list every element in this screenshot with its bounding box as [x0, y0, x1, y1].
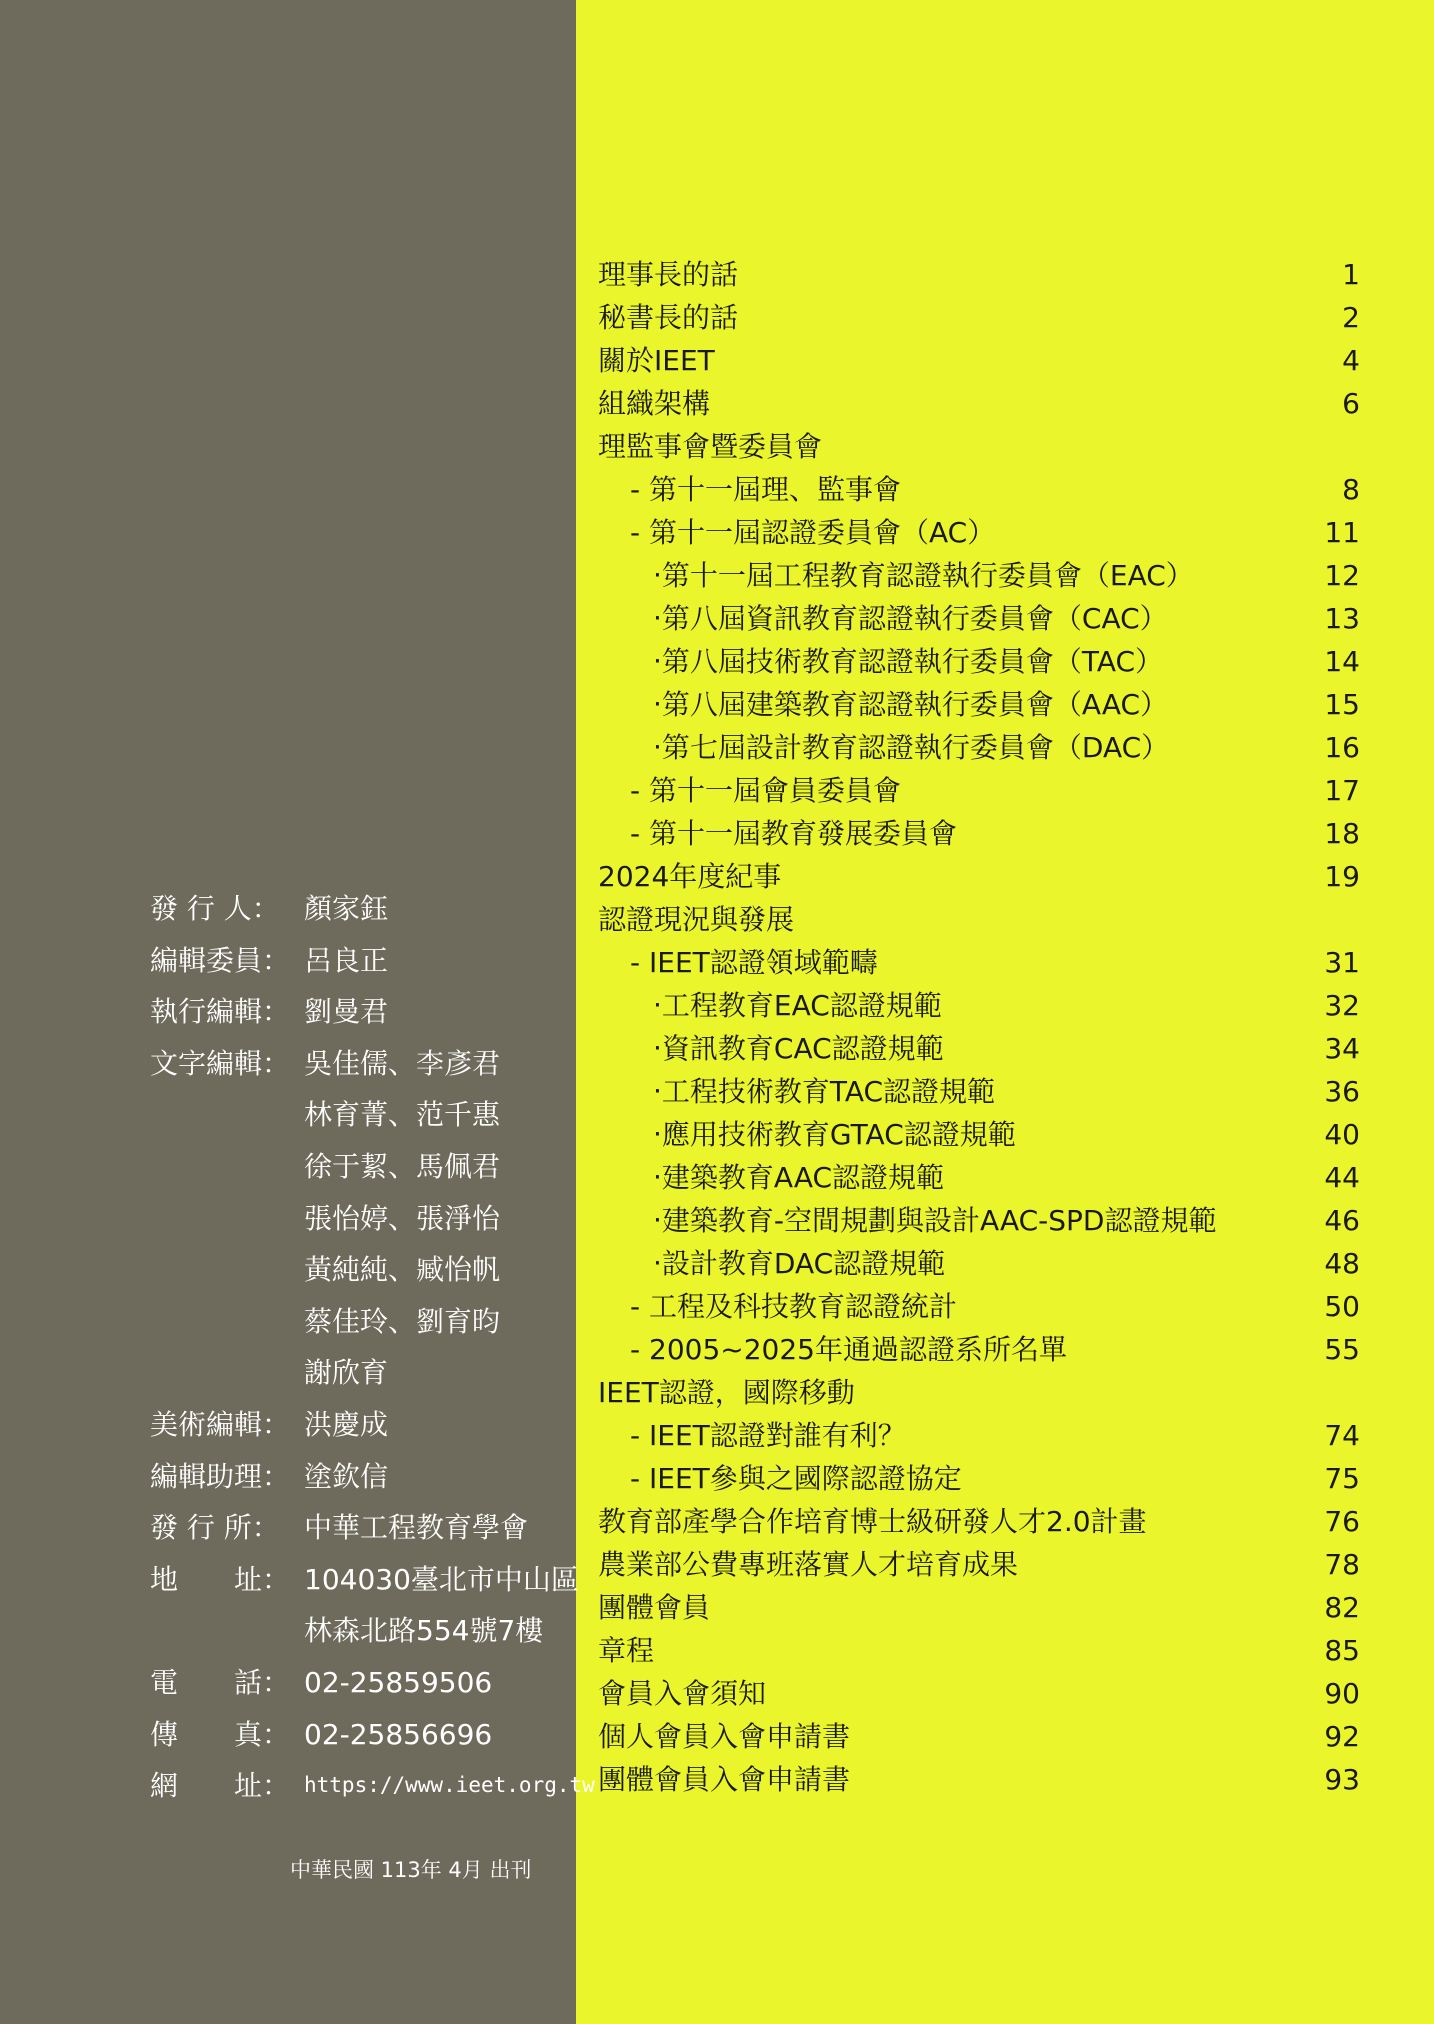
credit-label: 地 址： — [150, 1562, 291, 1596]
toc-entry[interactable] — [598, 382, 1360, 425]
toc-entry-title: - 2005~2025年通過認證系所名單 — [630, 1333, 1067, 1366]
toc-entry[interactable] — [598, 941, 1360, 984]
credit-label: 發 行 人： — [150, 892, 280, 925]
credit-label: 傳 真： — [150, 1717, 291, 1751]
toc-entry[interactable] — [598, 1672, 1360, 1715]
credit-value: 林育菁、范千惠 — [304, 1098, 501, 1132]
toc-entry-page: 8 — [1342, 473, 1360, 506]
toc-entry-title: ‧建築教育-空間規劃與設計AAC-SPD認證規範 — [653, 1204, 1217, 1237]
credit-row — [150, 1296, 570, 1348]
toc-entry-page: 93 — [1324, 1763, 1360, 1796]
toc-entry-title: - 第十一屆教育發展委員會 — [630, 817, 958, 850]
credit-value: 劉曼君 — [304, 995, 389, 1029]
toc-entry-title: 教育部產學合作培育博士級研發人才2.0計畫 — [598, 1505, 1147, 1538]
toc-entry-title: - 第十一屆理、監事會 — [630, 473, 902, 506]
credit-row — [150, 1399, 570, 1451]
toc-entry[interactable] — [598, 339, 1360, 382]
toc-entry-page: 78 — [1324, 1548, 1360, 1581]
toc-entry[interactable] — [598, 1242, 1360, 1285]
credit-label: 編輯委員： — [150, 943, 291, 977]
credit-value: 林森北路554號7樓 — [304, 1614, 544, 1648]
toc-entry-page: 32 — [1324, 989, 1360, 1022]
credit-value: 蔡佳玲、劉育昀 — [304, 1304, 501, 1338]
toc-entry[interactable] — [598, 855, 1360, 898]
credit-row — [150, 1657, 570, 1709]
toc-entry[interactable] — [598, 1414, 1360, 1457]
toc-entry-title: ‧第八屆技術教育認證執行委員會（TAC） — [653, 645, 1164, 678]
toc-entry[interactable] — [598, 726, 1360, 769]
toc-entry[interactable] — [598, 1586, 1360, 1629]
toc-entry-page: 74 — [1324, 1419, 1360, 1452]
toc-entry-title: ‧第八屆建築教育認證執行委員會（AAC） — [653, 688, 1169, 721]
credit-value: 黃純純、臧怡帆 — [304, 1253, 501, 1287]
toc-entry-page: 15 — [1324, 688, 1360, 721]
credit-row — [150, 1605, 570, 1657]
toc-entry[interactable] — [598, 1629, 1360, 1672]
toc-entry-page: 2 — [1342, 301, 1360, 334]
toc-entry-title: 2024年度紀事 — [598, 860, 782, 893]
toc-entry-page: 12 — [1324, 559, 1360, 592]
toc-entry[interactable] — [598, 1199, 1360, 1242]
credit-row — [150, 883, 570, 935]
toc-entry-title: 組織架構 — [598, 387, 711, 420]
credit-row — [150, 1760, 595, 1812]
credit-row — [150, 1709, 570, 1761]
toc-entry[interactable] — [598, 640, 1360, 683]
credit-value: 洪慶成 — [304, 1407, 389, 1441]
credit-row — [150, 1451, 570, 1503]
credit-value: 塗欽信 — [304, 1459, 389, 1493]
credit-value: 吳佳儒、李彥君 — [304, 1046, 501, 1080]
toc-entry[interactable] — [598, 1543, 1360, 1586]
credit-row — [150, 1089, 570, 1141]
toc-entry[interactable] — [598, 1500, 1360, 1543]
toc-entry[interactable] — [598, 1715, 1360, 1758]
credit-label: 電 話： — [150, 1665, 291, 1699]
credit-value: 104030臺北市中山區 — [304, 1562, 579, 1596]
credit-row — [150, 1347, 570, 1399]
toc-entry-title: - 工程及科技教育認證統計 — [630, 1290, 958, 1323]
toc-entry-title: 章程 — [598, 1634, 655, 1667]
toc-entry-page: 44 — [1324, 1161, 1360, 1194]
credit-row — [150, 1502, 570, 1554]
toc-entry-page: 36 — [1324, 1075, 1360, 1108]
toc-entry-title: IEET認證，國際移動 — [598, 1376, 855, 1409]
toc-entry-page: 19 — [1324, 860, 1360, 893]
toc-entry[interactable] — [598, 511, 1360, 554]
credit-row — [150, 935, 570, 987]
toc-entry-title: ‧第八屆資訊教育認證執行委員會（CAC） — [653, 602, 1168, 635]
table-of-contents — [598, 253, 1360, 1801]
credit-row — [150, 1141, 570, 1193]
toc-entry[interactable] — [598, 1371, 1360, 1414]
toc-entry[interactable] — [598, 1758, 1360, 1801]
credit-row — [150, 986, 570, 1038]
toc-entry-page: 50 — [1324, 1290, 1360, 1323]
toc-entry-page: 48 — [1324, 1247, 1360, 1280]
toc-entry-title: 個人會員入會申請書 — [598, 1720, 851, 1753]
toc-entry-title: - IEET認證領域範疇 — [630, 946, 878, 979]
credit-value: 02-25859506 — [304, 1665, 493, 1699]
toc-entry-page: 13 — [1324, 602, 1360, 635]
toc-entry-title: ‧建築教育AAC認證規範 — [653, 1161, 945, 1194]
credit-row — [150, 1193, 570, 1245]
credit-row — [150, 1554, 579, 1606]
credit-label: 美術編輯： — [150, 1407, 291, 1441]
toc-entry[interactable] — [598, 984, 1360, 1027]
toc-entry-page: 90 — [1324, 1677, 1360, 1710]
toc-entry-page: 17 — [1324, 774, 1360, 807]
toc-entry[interactable] — [598, 425, 1360, 468]
publication-date: 中華民國 113年 4月 出刊 — [290, 1858, 532, 1882]
toc-entry-title: ‧工程教育EAC認證規範 — [653, 989, 942, 1022]
toc-entry[interactable] — [598, 468, 1360, 511]
toc-entry-page: 18 — [1324, 817, 1360, 850]
toc-entry-page: 4 — [1342, 344, 1360, 377]
toc-entry[interactable] — [598, 1457, 1360, 1500]
toc-entry-page: 46 — [1324, 1204, 1360, 1237]
toc-entry-page: 76 — [1324, 1505, 1360, 1538]
toc-entry-title: 關於IEET — [598, 344, 715, 377]
credit-row — [150, 1038, 570, 1090]
toc-entry-page: 55 — [1324, 1333, 1360, 1366]
website-link[interactable]: https://www.ieet.org.tw — [304, 1773, 595, 1798]
toc-entry[interactable] — [598, 1113, 1360, 1156]
toc-entry-page: 31 — [1324, 946, 1360, 979]
toc-entry-page: 92 — [1324, 1720, 1360, 1753]
toc-entry[interactable] — [598, 1027, 1360, 1070]
credit-label: 編輯助理： — [150, 1459, 291, 1493]
credit-label: 發 行 所： — [150, 1511, 280, 1545]
toc-entry-page: 34 — [1324, 1032, 1360, 1065]
toc-entry-title: ‧第七屆設計教育認證執行委員會（DAC） — [653, 731, 1170, 764]
toc-entry-title: - 第十一屆會員委員會 — [630, 774, 902, 807]
toc-entry-title: ‧第十一屆工程教育認證執行委員會（EAC） — [653, 559, 1194, 592]
toc-entry-page: 85 — [1324, 1634, 1360, 1667]
toc-entry-title: ‧工程技術教育TAC認證規範 — [653, 1075, 996, 1108]
editorial-credits — [150, 883, 595, 1812]
toc-entry-title: 理監事會暨委員會 — [598, 430, 823, 463]
toc-entry-title: 會員入會須知 — [598, 1677, 767, 1710]
toc-entry[interactable] — [598, 1070, 1360, 1113]
toc-entry-page: 6 — [1342, 387, 1360, 420]
toc-entry-title: 農業部公費專班落實人才培育成果 — [598, 1548, 1019, 1581]
toc-entry-title: 認證現況與發展 — [598, 903, 795, 936]
credit-label: 網 址： — [150, 1769, 291, 1803]
toc-entry-title: ‧資訊教育CAC認證規範 — [653, 1032, 944, 1065]
toc-entry-page: 1 — [1342, 258, 1360, 291]
credit-value: 中華工程教育學會 — [304, 1511, 529, 1545]
toc-entry-page: 40 — [1324, 1118, 1360, 1151]
toc-entry[interactable] — [598, 1156, 1360, 1199]
toc-entry[interactable] — [598, 812, 1360, 855]
toc-entry-title: 團體會員入會申請書 — [598, 1763, 851, 1796]
toc-entry-title: - 第十一屆認證委員會（AC） — [630, 516, 996, 549]
credit-value: 呂良正 — [304, 943, 389, 977]
toc-entry[interactable] — [598, 1328, 1360, 1371]
toc-entry[interactable] — [598, 597, 1360, 640]
toc-entry[interactable] — [598, 296, 1360, 339]
toc-entry[interactable] — [598, 683, 1360, 726]
credit-label: 文字編輯： — [150, 1046, 291, 1080]
credit-value: 張怡婷、張淨怡 — [304, 1201, 501, 1235]
toc-entry-page: 16 — [1324, 731, 1360, 764]
credit-row — [150, 1244, 570, 1296]
credit-value: 謝欣育 — [304, 1356, 389, 1390]
toc-entry-page: 75 — [1324, 1462, 1360, 1495]
toc-entry[interactable] — [598, 898, 1360, 941]
toc-entry-title: 團體會員 — [598, 1591, 711, 1624]
toc-entry-title: ‧設計教育DAC認證規範 — [653, 1247, 946, 1280]
toc-entry-title: 秘書長的話 — [598, 301, 739, 334]
credit-value: 02-25856696 — [304, 1717, 493, 1751]
toc-entry-title: - IEET認證對誰有利？ — [630, 1419, 906, 1452]
credit-value: 顏家鈺 — [304, 892, 389, 925]
toc-entry-title: ‧應用技術教育GTAC認證規範 — [653, 1118, 1016, 1151]
toc-entry-page: 14 — [1324, 645, 1360, 678]
credit-label: 執行編輯： — [150, 995, 291, 1029]
toc-entry-page: 82 — [1324, 1591, 1360, 1624]
toc-entry-page: 11 — [1324, 516, 1360, 549]
toc-entry[interactable] — [598, 554, 1360, 597]
toc-entry[interactable] — [598, 769, 1360, 812]
toc-entry[interactable] — [598, 1285, 1360, 1328]
toc-entry[interactable] — [598, 253, 1360, 296]
credit-value: 徐于絜、馬佩君 — [304, 1149, 501, 1183]
toc-entry-title: - IEET參與之國際認證協定 — [630, 1462, 962, 1495]
toc-entry-title: 理事長的話 — [598, 258, 739, 291]
